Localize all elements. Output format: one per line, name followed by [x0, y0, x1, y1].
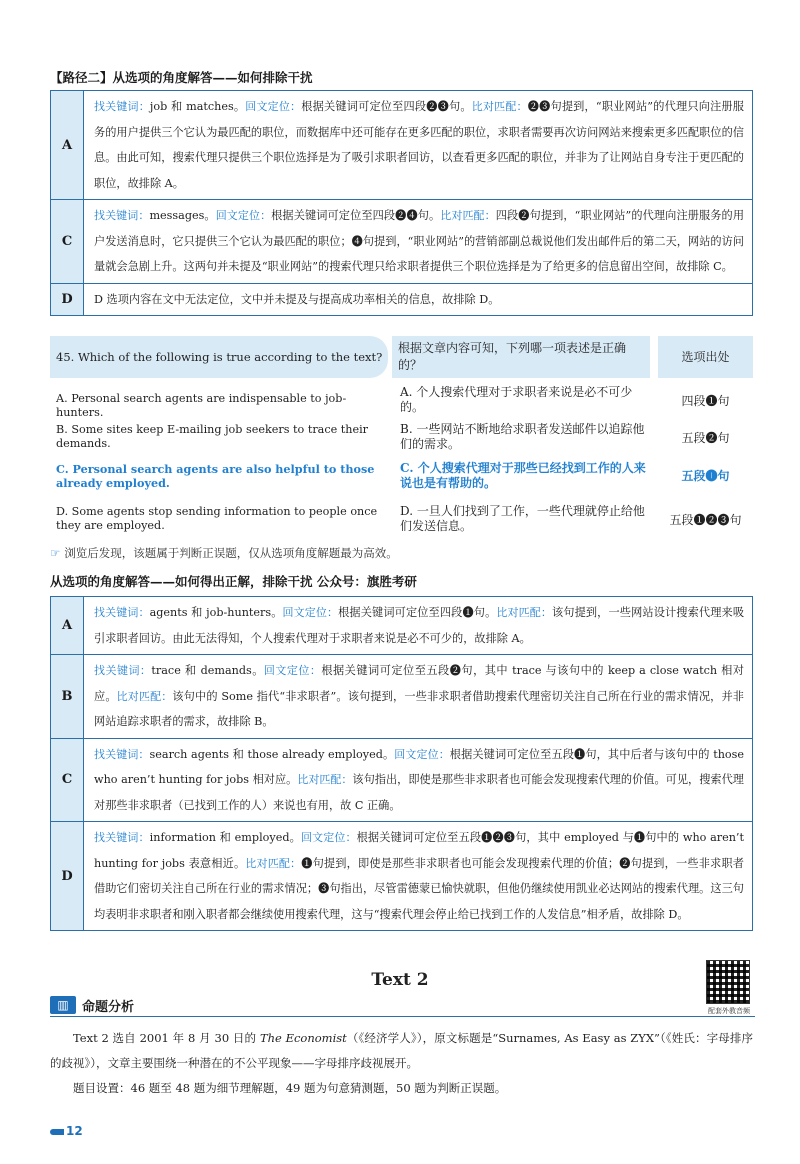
- label-find-keywords: 找关键词：: [94, 747, 150, 761]
- option-cn: D. 一旦人们找到了工作，一些代理就停止给他们发送信息。: [400, 504, 645, 533]
- option-explanation: D 选项内容在文中无法定位，文中并未提及与提高成功率相关的信息，故排除 D。: [84, 283, 753, 316]
- match-text: ❷❸句提到，“职业网站”的代理只向注册服务的用户提供三个它认为最匹配的职位，而数据库中还可能存在更多匹配的职位，求职者需要再次访问网站来搜索更多匹配职位的信息。由此可知，搜索代理只提供三个职位选择是为了吸引求职者回访，以查看更多匹配的职位，并非为了让网站自身专注于更匹配的职位，故排除 A。: [94, 100, 744, 190]
- keywords: job 和 matches。: [149, 100, 246, 113]
- label-match: 比对匹配：: [297, 773, 353, 786]
- option-explanation: [84, 200, 753, 284]
- keywords: messages。: [149, 209, 216, 222]
- label-match: 比对匹配：: [440, 209, 496, 222]
- table2-row-d: [51, 822, 753, 931]
- option-letter: D: [51, 822, 84, 931]
- label-locate: 回文定位：: [394, 747, 450, 761]
- keywords: trace 和 demands。: [151, 664, 264, 677]
- keywords: information 和 employed。: [149, 831, 301, 844]
- label-find-keywords: 找关键词：: [94, 831, 150, 844]
- book-icon: ▥: [50, 996, 76, 1014]
- label-locate: 回文定位：: [300, 831, 357, 844]
- option-analysis-table-2: [50, 596, 753, 931]
- option-cn: A. 个人搜索代理对于求职者来说是必不可少的。: [400, 385, 633, 414]
- label-match: 比对匹配：: [245, 856, 302, 870]
- option-letter: B: [51, 655, 84, 739]
- qr-caption: 配套外教音频: [708, 1007, 750, 1015]
- option-cn: C. 个人搜索代理对于那些已经找到工作的人来说也是有帮助的。: [400, 461, 646, 490]
- label-locate: 回文定位：: [282, 606, 339, 619]
- page-tab-icon: [50, 1129, 64, 1135]
- label-find-keywords: 找关键词：: [94, 100, 150, 113]
- option-en: A. Personal search agents are indispensable to job-hunters.: [56, 392, 347, 419]
- locate-text: 根据关键词可定位至四段❶句。: [338, 606, 497, 619]
- locate-text: 根据关键词可定位至五段❶❷❸句，其中 employed 与❶句中的 who aren’t hunting for jobs 表意相近。: [94, 831, 744, 870]
- locate-text: 根据关键词可定位至四段❷❹句。: [271, 209, 441, 222]
- option-source: 四段❶句: [681, 394, 730, 408]
- option-explanation: [84, 738, 753, 822]
- option-letter: A: [51, 597, 84, 655]
- label-match: 比对匹配：: [496, 606, 552, 619]
- option-cn: B. 一些网站不断地给求职者发送邮件以追踪他们的需求。: [400, 422, 645, 451]
- option-en: C. Personal search agents are also helpful to those already employed.: [56, 462, 375, 490]
- label-find-keywords: 找关键词：: [94, 664, 152, 677]
- table1-row-a: [51, 91, 753, 200]
- option-source: 五段❷句: [681, 431, 730, 445]
- match-text: 该句中的 Some 指代“非求职者”。该句提到，一些非求职者借助搜索代理密切关注自己所在行业的需求情况，并非网站追踪求职者的需求，故排除 B。: [94, 689, 744, 728]
- analysis-paragraph-2: 题目设置：46 题至 48 题为细节理解题，49 题为句意猜测题，50 题为判断正误题。: [73, 1081, 507, 1095]
- label-match: 比对匹配：: [116, 689, 173, 703]
- keywords: agents 和 job-hunters。: [149, 606, 283, 619]
- option-analysis-table-1: [50, 90, 753, 316]
- section2-heading: 从选项的角度解答——如何得出正解，排除干扰 公众号：旗胜考研: [50, 574, 417, 589]
- table1-row-c: [51, 200, 753, 284]
- option-en: B. Some sites keep E-mailing job seekers to trace their demands.: [56, 423, 369, 450]
- label-locate: 回文定位：: [263, 664, 322, 677]
- question-header-source: 选项出处: [658, 336, 753, 378]
- option-source: 五段❶❷❸句: [669, 513, 742, 527]
- p1-before: Text 2 选自 2001 年 8 月 30 日的: [73, 1031, 260, 1045]
- question-45: [50, 332, 753, 542]
- option-letter: C: [51, 738, 84, 822]
- table2-row-b: [51, 655, 753, 739]
- locate-text: 根据关键词可定位至四段❷❸句。: [301, 100, 472, 113]
- analysis-paragraph-1: [50, 1026, 753, 1076]
- label-locate: 回文定位：: [215, 209, 272, 222]
- option-letter: D: [51, 283, 84, 316]
- match-text: 该句提到，一些网站设计搜索代理来吸引求职者回访。由此无法得知，个人搜索代理对于求职者来说是必不可少的，故排除 A。: [94, 606, 745, 645]
- tip-text: 浏览后发现，该题属于判断正误题，仅从选项角度解题最为高效。: [64, 546, 398, 560]
- question-header-cn: 根据文章内容可知，下列哪一项表述是正确的？: [392, 336, 650, 378]
- table1-row-d: [51, 283, 753, 316]
- match-text: 四段❷句提到，“职业网站”的代理向注册服务的用户发送消息时，它只提供三个它认为最匹配的职位；❹句提到，“职业网站”的营销部副总裁说他们发出邮件后的第二天，网站的访问量就会急剧上升。这两句并未提及“职业网站”的搜索代理只给求职者提供三个职位选择是为了给更多的信息留出空间，故排除 C。: [94, 209, 745, 273]
- label-find-keywords: 找关键词：: [94, 209, 150, 222]
- option-explanation: [84, 597, 753, 655]
- label-locate: 回文定位：: [245, 100, 302, 113]
- page-number-text: 12: [66, 1124, 83, 1138]
- p1-source: The Economist: [259, 1031, 347, 1045]
- question-header-en: 45. Which of the following is true according to the text?: [50, 336, 388, 378]
- question-option-b: [50, 421, 753, 457]
- option-explanation: [84, 655, 753, 739]
- question-option-c: [50, 460, 753, 496]
- option-explanation: [84, 91, 753, 200]
- question-option-d: [50, 503, 753, 539]
- locate-text: 根据关键词可定位至五段❷句，其中 trace 与该句中的 keep a close watch 相对应。: [94, 664, 744, 703]
- option-explanation: [84, 822, 753, 931]
- p1-after: （《经济学人》），原文标题是“Surnames, As Easy as ZYX”（《姓氏：字母排序的歧视》），文章主要围绕一种潜在的不公平现象——字母排序歧视展开。: [50, 1031, 754, 1070]
- match-text: ❶句提到，即使是那些非求职者也可能会发现搜索代理的价值；❷句提到，一些非求职者借助它们密切关注自己所在行业的需求情况；❸句指出，尽管雷德蒙已愉快就职，但他仍继续使用凯业必达网站的搜索代理。这三句均表明非求职者和刚入职者都会继续使用搜索代理，这与“搜索代理会停止给已找到工作的人发信息”相矛盾，故排除 D。: [94, 856, 744, 921]
- label-match: 比对匹配：: [471, 100, 528, 113]
- page-number: [50, 1124, 83, 1138]
- match-text: 该句指出，即使是那些非求职者也可能会发现搜索代理的价值。可见，搜索代理对那些非求职者（已找到工作的人）来说也有用，故 C 正确。: [94, 773, 744, 812]
- option-letter: A: [51, 91, 84, 200]
- option-letter: C: [51, 200, 84, 284]
- tip-note: [50, 545, 398, 561]
- text2-title: Text 2: [371, 970, 429, 990]
- keywords: search agents 和 those already employed。: [149, 747, 395, 761]
- pointing-hand-icon: ☞: [50, 546, 61, 560]
- table2-row-a: [51, 597, 753, 655]
- locate-text: 根据关键词可定位至五段❶句，其中后者与该句中的 those who aren’t hunting for jobs 相对应。: [94, 747, 745, 786]
- analysis-heading: [50, 996, 755, 1017]
- analysis-title: 命题分析: [82, 1000, 135, 1015]
- option-source: 五段❶句: [681, 469, 730, 483]
- option-en: D. Some agents stop sending information to people once they are employed.: [56, 505, 378, 532]
- question-option-a: [50, 384, 753, 420]
- table2-row-c: [51, 738, 753, 822]
- path2-heading: 【路径二】从选项的角度解答——如何排除干扰: [50, 70, 313, 85]
- label-find-keywords: 找关键词：: [94, 606, 150, 619]
